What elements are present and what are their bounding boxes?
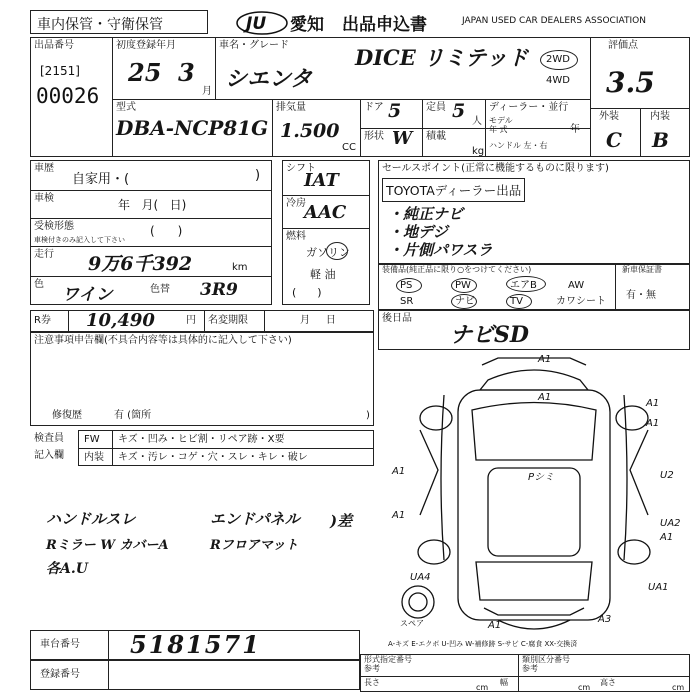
rating-ext-value: C [606, 128, 622, 152]
notice-label: 注意事項申告欄(不具合内容等は具体的に記入して下さい) [34, 335, 292, 346]
name-change-label: 名変期限 [208, 315, 248, 326]
repaint-label: 色替 [150, 284, 170, 295]
equip-navi: ナビ [455, 296, 475, 307]
frame-no-label: 車台番号 [40, 639, 80, 650]
history-value: 自家用・( [72, 172, 130, 187]
mark-rear-bumper: A1 [488, 620, 502, 631]
mileage-label: 走行 [34, 249, 54, 260]
equip-tv-circle [506, 294, 532, 309]
ju-logo-icon [236, 10, 288, 36]
drive-4wd: 4WD [546, 75, 570, 86]
history-close: ) [255, 168, 261, 183]
first-reg-label: 初度登録年月 [116, 40, 176, 51]
car-damage-diagram [378, 350, 690, 650]
sales-points-label: セールスポイント(正常に機能するものに限ります) [382, 163, 609, 174]
receipt-label: 受検形態 [34, 221, 74, 232]
cert-width-cm: cm [578, 683, 591, 692]
spare-label: スペア [400, 619, 424, 628]
equip-airbag: エアB [510, 280, 537, 291]
load-unit: kg [472, 146, 485, 157]
dealer-badge: TOYOTAディーラー出品 [382, 178, 525, 202]
receipt-note: 車検付きのみ記入して下さい [34, 236, 125, 244]
load-label: 積載 [426, 131, 446, 142]
car-grade-value: DICE リミテッド [355, 45, 529, 70]
model-label: 型式 [116, 102, 136, 113]
cert-a: 形式指定番号 [364, 655, 412, 664]
repair-value: 有 (箇所 [114, 410, 152, 421]
note-1-right: エンドパネル [210, 510, 300, 528]
svg-text:JU: JU [246, 14, 267, 34]
interior-items: キズ・汚レ・コゲ・穴・スレ・キレ・破レ [118, 452, 308, 463]
fuel-label: 燃料 [286, 231, 306, 242]
ac-label: 冷房 [286, 198, 306, 209]
lot-code: [2151] [40, 64, 80, 78]
name-change-value: 月 日 [300, 315, 336, 326]
equip-ps: PS [400, 280, 413, 291]
mark-right-front-wheel: A1 [646, 418, 660, 429]
storage-title: 車内保管・守衛保管 [37, 17, 163, 33]
ac-value: AAC [304, 202, 347, 223]
mark-hood: A1 [538, 392, 552, 403]
lot-number: 00026 [36, 84, 100, 108]
note-3-left: 各A.U [46, 561, 88, 577]
assoc-name: JAPAN USED CAR DEALERS ASSOCIATION [462, 16, 646, 26]
rating-ext-label: 外装 [599, 111, 619, 122]
org-name: 愛知 [290, 15, 324, 35]
dealer-label: ディーラー・並行 [489, 102, 569, 113]
lot-label: 出品番号 [34, 40, 74, 51]
mark-left-rear-door: A1 [392, 510, 406, 521]
ju-logo [236, 10, 288, 36]
note-1-left: ハンドルスレ [46, 510, 136, 528]
mark-right-quarter: A1 [660, 532, 674, 543]
first-reg-month: 3 [178, 58, 195, 87]
mark-right-rear-wheel: UA1 [648, 582, 669, 593]
cert-height-cm: cm [672, 683, 685, 692]
inspection-label: 車検 [34, 193, 54, 204]
displacement-label: 排気量 [276, 102, 306, 113]
cert-length-cm: cm [476, 683, 489, 692]
cert-length: 長さ [364, 678, 380, 687]
month-unit: 月 [202, 86, 212, 97]
warranty-label: 新車保証書 [622, 265, 662, 274]
shift-value: IAT [304, 170, 339, 191]
capacity-unit: 人 [472, 116, 482, 127]
mark-left-front-door: A1 [392, 466, 406, 477]
color-label: 色 [34, 279, 44, 290]
handle-label: ハンドル 左・右 [489, 141, 548, 150]
sales-point-2: ・地デジ [388, 223, 448, 241]
history-label: 車歴 [34, 163, 54, 174]
note-2-right: Rフロアマット [210, 538, 299, 553]
doors-label: ドア [364, 102, 384, 113]
inspector-label: 検査員 [34, 433, 64, 444]
model-year-label: モデル 年 式 [489, 116, 513, 134]
capacity-label: 定員 [426, 102, 446, 113]
year-unit: 年 [570, 124, 580, 135]
receipt-value: ( ) [150, 224, 183, 238]
fuel-circle [326, 242, 348, 260]
car-name-value: シエンタ [225, 66, 313, 92]
rating-int-value: B [652, 128, 669, 152]
cert-width: 幅 [500, 678, 508, 687]
fuel-diesel: 軽 油 [310, 268, 336, 281]
shape-value: W [392, 128, 413, 149]
inspection-value: 年 月( 日) [118, 198, 187, 212]
interior-label: 内装 [84, 452, 104, 463]
displacement-unit: CC [342, 142, 356, 153]
shift-label: シフト [286, 163, 316, 174]
delivery-label: 後日品 [382, 313, 412, 324]
fw-items: キズ・凹み・ヒビ割・リペア跡・X要 [118, 434, 285, 445]
equip-tv: TV [510, 296, 523, 307]
equip-navi-circle [451, 294, 477, 309]
storage-title-box [30, 10, 208, 34]
color-code: 3R9 [200, 280, 238, 300]
cert-b: 類別区分番号 [522, 655, 570, 664]
recycle-label: R券 [34, 315, 51, 326]
delivery-block [378, 310, 690, 350]
sales-point-1: ・純正ナビ [388, 205, 464, 223]
recycle-value: 10,490 [86, 310, 155, 331]
equip-pw-circle [451, 278, 477, 293]
rating-score: 3.5 [606, 66, 655, 99]
rating-int-label: 内装 [650, 111, 670, 122]
equip-airbag-circle [506, 276, 546, 292]
equip-ps-circle [396, 278, 422, 293]
inspector-label-2: 記入欄 [34, 450, 64, 461]
damage-legend: A-キズ E-エクボ U-凹み W-補修跡 S-サビ C-腐食 XX-交換済 [388, 640, 578, 648]
mileage-value: 9万6千392 [88, 253, 193, 275]
note-1-suffix: )差 [330, 512, 353, 530]
sales-point-3: ・片側パワスラ [388, 241, 493, 259]
mileage-unit: km [232, 262, 248, 273]
car-name-label: 車名・グレード [219, 40, 289, 51]
capacity-value: 5 [452, 100, 466, 122]
note-2-left: Rミラー W カバーA [46, 538, 169, 553]
cert-ref-1: 参考 [364, 664, 380, 673]
model-value: DBA-NCP81G [116, 116, 269, 140]
reg-no-label: 登録番号 [40, 669, 80, 680]
doors-value: 5 [388, 100, 402, 122]
mark-rear-corner: A3 [598, 614, 612, 625]
shape-label: 形状 [364, 131, 384, 142]
fuel-paren: ( ) [292, 286, 322, 299]
first-reg-year: 25 [128, 58, 162, 87]
mark-right-rear-door: UA2 [660, 518, 681, 529]
equip-aw: AW [568, 280, 585, 291]
equip-pw: PW [455, 280, 471, 291]
equipment-label: 装備品(純正品に限り○をつけてください) [382, 265, 532, 274]
delivery-value: ナビSD [450, 322, 529, 348]
repair-label: 修復歴 [52, 410, 82, 421]
rating-label: 評価点 [608, 40, 638, 51]
mark-left-quarter: UA4 [410, 572, 431, 583]
mark-right-front-fender: A1 [646, 398, 660, 409]
form-title: 出品申込書 [342, 15, 427, 35]
equip-sr: SR [400, 296, 414, 307]
fuel-gasoline: ガソリン [306, 246, 350, 259]
drive-2wd: 2WD [546, 54, 570, 65]
displacement-value: 1.500 [280, 120, 340, 142]
cert-ref-2: 参考 [522, 664, 538, 673]
equip-seat: カワシート [556, 296, 606, 307]
frame-no-value: 5181571 [130, 630, 261, 659]
color-value: ワイン [62, 285, 113, 305]
mark-roof: Pシミ [528, 472, 555, 483]
cert-height: 高さ [600, 678, 616, 687]
warranty-value: 有・無 [626, 290, 656, 301]
fw-label: FW [84, 434, 100, 445]
recycle-unit: 円 [186, 315, 196, 326]
mark-front-bumper: A1 [538, 354, 552, 365]
mark-right-front-door: U2 [660, 470, 674, 481]
